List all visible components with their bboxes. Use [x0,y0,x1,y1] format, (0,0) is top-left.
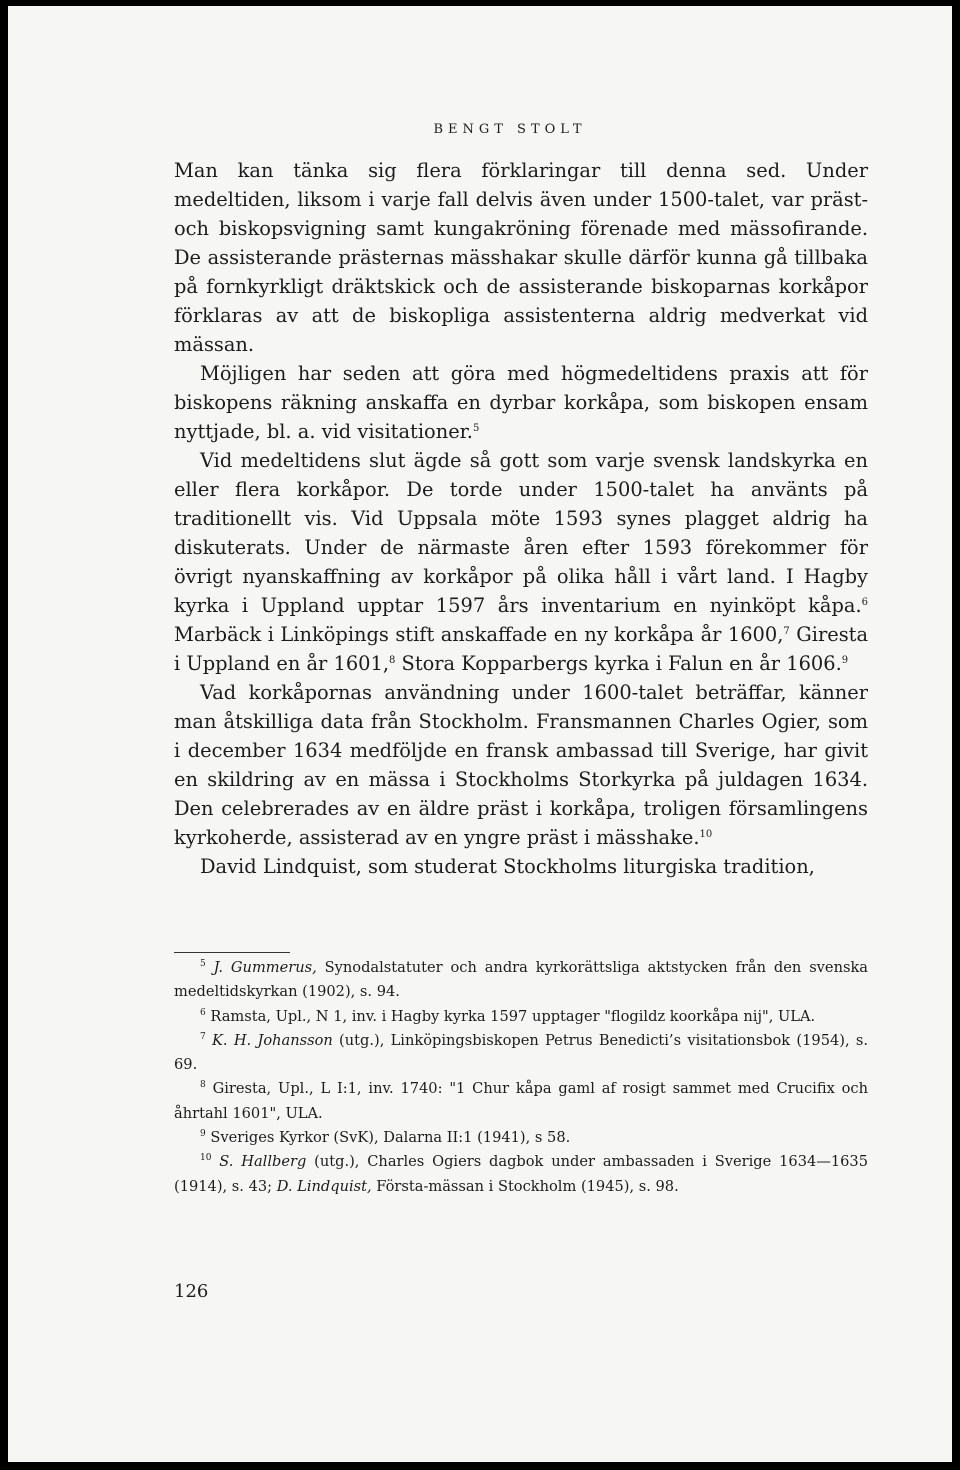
footnote-divider [174,952,290,953]
footnote-text: Sveriges Kyrkor (SvK), Dalarna II:1 (1941), s 58. [205,1129,571,1147]
footnote-number: 10 [200,1153,212,1164]
footnote-8 [174,1077,868,1126]
footnote-text: Synodalstatuter och andra kyrkorättsliga aktstycken från den svenska medeltidskyrkan (1902), s. 94. [174,959,868,1001]
footnote-text: (utg.), Charles Ogiers dagbok under ambassaden i Sverige 1634—1635 (1914), s. 43; [174,1153,868,1195]
paragraph-2 [174,359,868,446]
running-header: BENGT STOLT [433,122,587,137]
footnote-author: K. H. Johansson [212,1031,333,1049]
footnote-9 [174,1126,868,1150]
footnote-number: 7 [200,1031,206,1042]
footnote-ref-9: 9 [841,655,849,666]
footnote-number: 5 [200,959,206,969]
document-page [8,6,952,1462]
footnote-text: Ramsta, Upl., N 1, inv. i Hagby kyrka 1597 upptager "flogildz koorkåpa nij", ULA. [205,1007,816,1025]
footnote-6 [174,1005,868,1029]
footnote-7 [174,1029,868,1078]
footnote-author: S. Hallberg [219,1153,307,1171]
footnote-number: 6 [200,1007,206,1018]
footnote-text: (utg.), Linköpingsbiskopen Petrus Benedicti’s visitationsbok (1954), s. 69. [174,1031,869,1074]
footnote-10 [174,1150,868,1199]
paragraph-4-text: Vad korkåpornas användning under 1600-talet beträffar, känner man åtskilliga data från Stockholm. Fransmannen Charles Ogier, som i december 1634 medföljde en fransk ambassad till Sverige, har givit en skildring av en mässa i Stockholms Storkyrka på juldagen 1634. Den celebrerades av en äldre präst i korkåpa, troligen församlingens kyrkoherde, assisterad av en yngre präst i mässhake. [174,681,868,849]
footnote-text: Första-mässan i Stockholm (1945), s. 98. [371,1177,679,1195]
paragraph-3-text-c: Giresta i Uppland en år 1601, [174,623,868,675]
footnote-ref-5: 5 [472,423,480,434]
footnotes [174,956,868,1199]
paragraph-3-text-d: Stora Kopparbergs kyrka i Falun en år 1606. [395,652,842,675]
footnote-ref-8: 8 [389,655,396,666]
footnote-ref-10: 10 [699,829,713,840]
paragraph-2-text: Möjligen har seden att göra med högmedeltidens praxis att för biskopens räkning anskaffa en dyrbar korkåpa, som biskopen ensam nyttjade, bl. a. vid visitationer. [174,362,868,443]
paragraph-3-text-a: Vid medeltidens slut ägde så gott som varje svensk landskyrka en eller flera korkåpor. De torde under 1500-talet ha använts på traditionellt vis. Vid Uppsala möte 1593 synes plagget aldrig ha diskuterats. Under de närmaste åren efter 1593 förekommer för övrigt nyanskaffning av korkåpor på olika håll i vårt land. I Hagby kyrka i Uppland upptar 1597 års inventarium en nyinköpt kåpa. [174,449,868,617]
page-number: 126 [174,1281,209,1302]
footnote-author: D. Lindquist, [276,1177,372,1195]
paragraph-3-text-b: Marbäck i Linköpings stift anskaffade en ny korkåpa år 1600, [174,623,784,646]
main-text [174,156,868,881]
footnote-ref-7: 7 [783,626,790,637]
paragraph-5: David Lindquist, som studerat Stockholms liturgiska tradition, [200,855,815,878]
footnote-5 [174,956,868,1005]
footnote-author: J. Gummerus, [213,959,317,976]
footnote-number: 8 [200,1080,206,1091]
paragraph-4 [174,678,868,852]
footnote-number: 9 [200,1129,206,1140]
footnote-text: Giresta, Upl., L I:1, inv. 1740: "1 Chur kåpa gaml af rosigt sammet med Crucifix och åhrtahl 1601", ULA. [174,1080,868,1122]
paragraph-3 [174,446,868,678]
paragraph-1: Man kan tänka sig flera förklaringar till denna sed. Under medeltiden, liksom i varje fall delvis även under 1500-talet, var präst- och biskopsvigning samt kungakröning förenade med mässofirande. De assisterande prästernas mässhakar skulle därför kunna gå tillbaka på fornkyrkligt dräktskick och de assisterande biskoparnas korkåpor förklaras av att de biskopliga assistenterna aldrig medverkat vid mässan. [174,159,868,356]
footnote-ref-6: 6 [861,597,868,608]
